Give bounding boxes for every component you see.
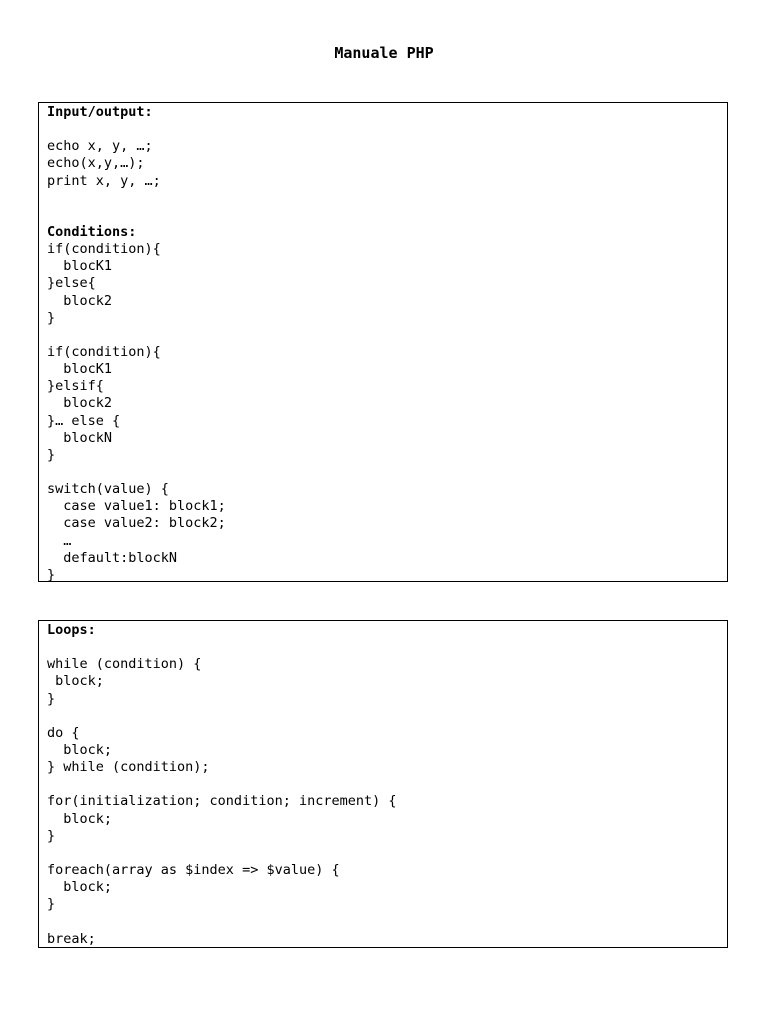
code-line: echo x, y, …;	[47, 138, 153, 155]
code-line	[47, 639, 727, 656]
code-line: blockN	[47, 429, 113, 446]
code-line: for(initialization; condition; increment) {	[47, 793, 397, 810]
code-line	[47, 913, 727, 930]
code-line: switch(value) {	[47, 481, 169, 498]
code-line: do {	[47, 724, 80, 741]
code-line	[47, 327, 727, 344]
code-line	[47, 464, 727, 481]
code-line: block;	[47, 879, 113, 896]
section-heading: Input/output:	[47, 104, 153, 120]
section-heading: Conditions:	[47, 223, 137, 240]
code-line: echo(x,y,…);	[47, 155, 145, 172]
code-line	[47, 121, 727, 138]
code-line	[47, 776, 727, 793]
code-line: block2	[47, 292, 113, 309]
code-line: }	[47, 827, 56, 844]
code-line: }else{	[47, 275, 96, 292]
code-line	[47, 190, 727, 207]
code-line: default:blockN	[47, 549, 178, 566]
section-loops-box	[38, 620, 728, 948]
section-io-conditions-box	[38, 102, 728, 582]
code-line: while (condition) {	[47, 656, 202, 673]
code-line: blocK1	[47, 361, 113, 378]
code-line: }	[47, 309, 56, 326]
code-line: }… else {	[47, 412, 121, 429]
code-line: case value2: block2;	[47, 515, 226, 532]
code-line: block;	[47, 673, 104, 690]
section-heading: Loops:	[47, 622, 96, 638]
code-line: if(condition){	[47, 241, 161, 258]
code-line: }	[47, 566, 56, 583]
code-line: } while (condition);	[47, 759, 210, 776]
page-title: Manuale PHP	[334, 44, 434, 62]
code-line	[47, 207, 727, 224]
code-line: }	[47, 896, 56, 913]
code-line: blocK1	[47, 258, 113, 275]
code-line: block;	[47, 741, 113, 758]
code-line	[47, 708, 727, 725]
code-line: case value1: block1;	[47, 498, 226, 515]
code-line: }	[47, 690, 56, 707]
code-line: block2	[47, 395, 113, 412]
code-line: if(condition){	[47, 343, 161, 360]
code-line: foreach(array as $index => $value) {	[47, 861, 340, 878]
code-line: print x, y, …;	[47, 172, 161, 189]
code-line: }elsif{	[47, 378, 104, 395]
code-line	[47, 845, 727, 862]
code-line: block;	[47, 810, 113, 827]
code-line: break;	[47, 930, 96, 947]
code-line: …	[47, 532, 72, 549]
code-line: }	[47, 446, 56, 463]
